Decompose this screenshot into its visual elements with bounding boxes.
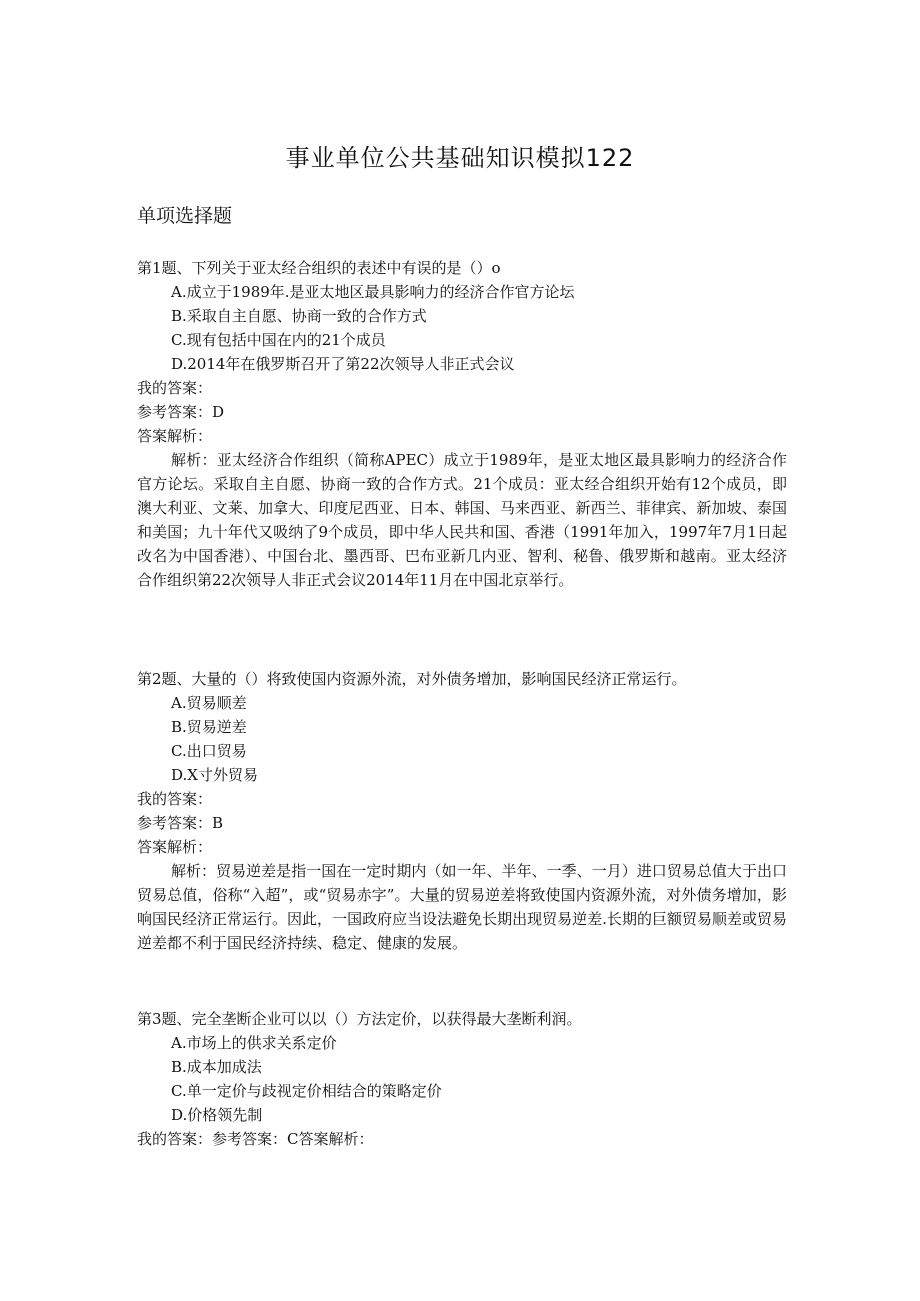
reference-answer: 参考答案：B	[137, 814, 224, 832]
option-b: B.贸易逆差	[171, 718, 247, 736]
option-d: D.2014年在俄罗斯召开了第22次领导人非正式会议	[171, 355, 515, 373]
document-title: 事业单位公共基础知识模拟122	[285, 144, 635, 172]
section-heading: 单项选择题	[137, 205, 233, 227]
analysis-text: 解析：贸易逆差是指一国在一定时期内（如一年、半年、一季、一月）进口贸易总值大于出口贸易总值，俗称“入超”，或“贸易赤字”。大量的贸易逆差将致使国内资源外流，对外债务增加，影响国民经济正常运行。因此，一国政府应当设法避免长期出现贸易逆差.长期的巨额贸易顺差或贸易逆差都不利于国民经济持续、稳定、健康的发展。	[137, 862, 787, 952]
question-3	[137, 1007, 787, 1151]
question-1	[137, 256, 787, 592]
analysis-text: 解析：亚太经济合作组织（简称APEC）成立于1989年，是亚太地区最具影响力的经济合作官方论坛。采取自主自愿、协商一致的合作方式。21个成员：亚太经合组织开始有12个成员，即澳大利亚、文莱、加拿大、印度尼西亚、日本、韩国、马来西亚、新西兰、菲律宾、新加坡、泰国和美国；九十年代又吸纳了9个成员，即中华人民共和国、香港（1991年加入，1997年7月1日起改名为中国香港）、中国台北、墨西哥、巴布亚新几内亚、智利、秘鲁、俄罗斯和越南。亚太经济合作组织第22次领导人非正式会议2014年11月在中国北京举行。	[137, 451, 787, 589]
question-stem: 第3题、完全垄断企业可以以（）方法定价，以获得最大垄断利润。	[137, 1010, 582, 1028]
question-2	[137, 667, 787, 955]
option-a: A.市场上的供求关系定价	[171, 1034, 337, 1052]
option-c: C.现有包括中国在内的21个成员	[171, 331, 386, 349]
my-answer-label: 我的答案：	[137, 379, 213, 397]
option-b: B.采取自主自愿、协商一致的合作方式	[171, 307, 427, 325]
my-answer-label: 我的答案：	[137, 790, 213, 808]
question-stem: 第1题、下列关于亚太经合组织的表述中有误的是（）o	[137, 259, 501, 277]
option-b: B.成本加成法	[171, 1058, 262, 1076]
option-d: D.价格领先制	[171, 1106, 263, 1124]
question-stem: 第2题、大量的（）将致使国内资源外流，对外债务增加，影响国民经济正常运行。	[137, 670, 687, 688]
option-c: C.单一定价与歧视定价相结合的策略定价	[171, 1082, 442, 1100]
option-a: A.贸易顺差	[171, 694, 247, 712]
analysis-label: 答案解析：	[137, 427, 213, 445]
option-a: A.成立于1989年.是亚太地区最具影响力的经济合作官方论坛	[171, 283, 575, 301]
option-c: C.出口贸易	[171, 742, 247, 760]
answer-footer: 我的答案：参考答案：C答案解析：	[137, 1130, 374, 1148]
reference-answer: 参考答案：D	[137, 403, 225, 421]
option-d: D.X寸外贸易	[171, 766, 258, 784]
analysis-label: 答案解析：	[137, 838, 213, 856]
